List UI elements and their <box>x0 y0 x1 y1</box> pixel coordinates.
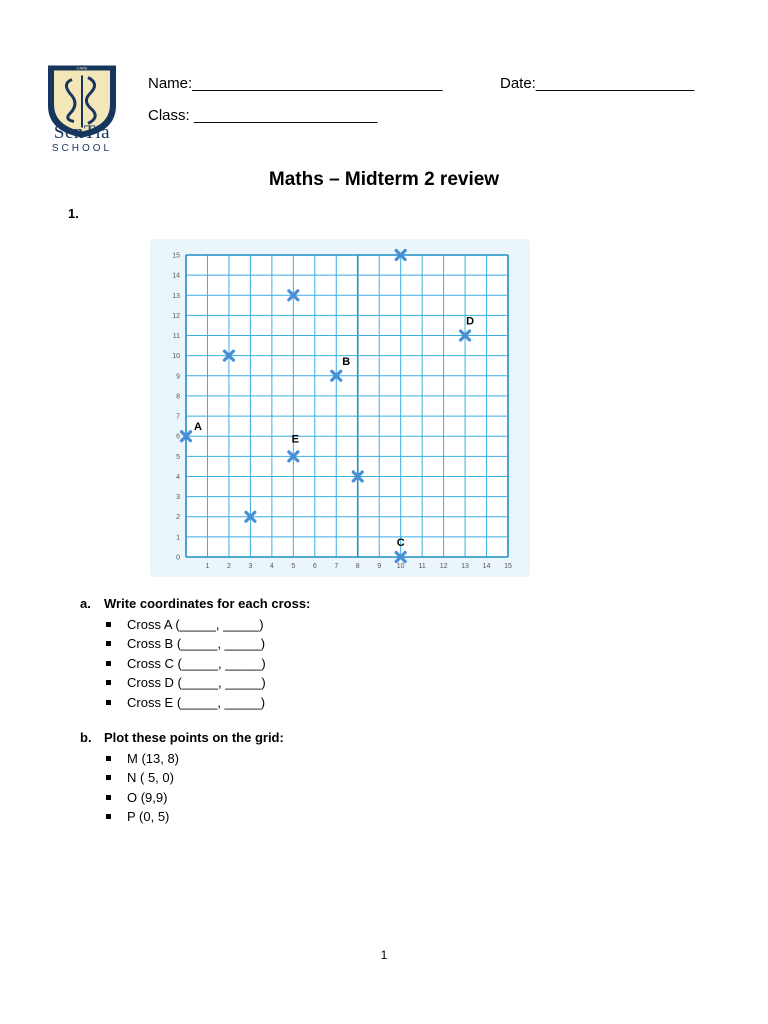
list-item: N ( 5, 0) <box>80 768 284 787</box>
y-tick-label: 5 <box>176 453 180 461</box>
x-tick-label: 15 <box>504 563 512 570</box>
y-tick-label: 11 <box>172 333 180 341</box>
x-tick-label: 13 <box>461 563 469 570</box>
list-item[interactable]: Cross C (_____, _____) <box>80 654 310 673</box>
x-tick-label: 5 <box>291 563 296 570</box>
page-title: Maths – Midterm 2 review <box>268 169 500 190</box>
point-label: D <box>466 315 475 328</box>
page-number: 1 <box>380 948 388 962</box>
class-field[interactable]: Class: ______________________ <box>148 107 378 124</box>
part-b-label: Plot these points on the grid: <box>104 730 284 745</box>
list-item[interactable]: Cross D (_____, _____) <box>80 673 310 692</box>
part-b <box>80 730 284 827</box>
point-label: A <box>194 421 202 434</box>
question-number: 1. <box>68 206 79 221</box>
x-tick-label: 6 <box>312 563 317 570</box>
y-tick-label: 6 <box>176 433 180 441</box>
point-label: E <box>291 433 300 446</box>
coordinate-grid[interactable] <box>150 239 530 577</box>
y-tick-label: 2 <box>176 514 180 522</box>
list-item: P (0, 5) <box>80 807 284 826</box>
logo-name: SenTia <box>53 122 111 143</box>
x-tick-label: 9 <box>377 563 382 570</box>
y-tick-label: 4 <box>176 473 180 481</box>
list-item: M (13, 8) <box>80 749 284 768</box>
y-tick-label: 10 <box>172 353 180 361</box>
point-label: B <box>342 355 351 368</box>
part-a <box>80 596 310 712</box>
x-tick-label: 12 <box>439 563 448 570</box>
y-tick-label: 13 <box>172 292 180 300</box>
x-tick-label: 8 <box>355 563 360 570</box>
x-tick-label: 10 <box>396 563 405 570</box>
grid-area <box>186 255 508 557</box>
x-tick-label: 3 <box>248 563 253 570</box>
part-b-letter: b. <box>80 730 92 745</box>
y-tick-label: 14 <box>172 272 180 280</box>
list-item[interactable]: Cross B (_____, _____) <box>80 634 310 653</box>
y-tick-label: 8 <box>176 393 180 401</box>
x-tick-label: 14 <box>482 563 491 570</box>
y-tick-label: 1 <box>176 534 180 542</box>
name-field[interactable]: Name:______________________________ <box>148 75 443 92</box>
part-b-list <box>80 749 284 827</box>
point-label: C <box>396 537 405 549</box>
part-a-label: Write coordinates for each cross: <box>104 596 311 611</box>
part-a-letter: a. <box>80 596 91 611</box>
list-item: O (9,9) <box>80 788 284 807</box>
list-item[interactable]: Cross E (_____, _____) <box>80 693 310 712</box>
x-tick-label: 11 <box>418 563 426 570</box>
x-tick-label: 7 <box>334 563 339 570</box>
y-tick-label: 3 <box>176 494 180 502</box>
part-a-list <box>80 615 310 712</box>
date-field[interactable]: Date:___________________ <box>500 75 695 92</box>
x-tick-label: 4 <box>269 563 274 570</box>
y-tick-label: 7 <box>176 413 180 421</box>
list-item[interactable]: Cross A (_____, _____) <box>80 615 310 634</box>
x-tick-label: 1 <box>205 563 210 570</box>
y-tick-label: 12 <box>172 312 180 320</box>
logo-subtitle: SCHOOL <box>51 143 113 154</box>
y-tick-label: 15 <box>172 252 180 260</box>
y-tick-label: 0 <box>176 554 180 562</box>
logo-motto-top: CARE <box>76 65 88 71</box>
y-tick-label: 9 <box>176 373 180 381</box>
x-tick-label: 2 <box>226 563 231 570</box>
